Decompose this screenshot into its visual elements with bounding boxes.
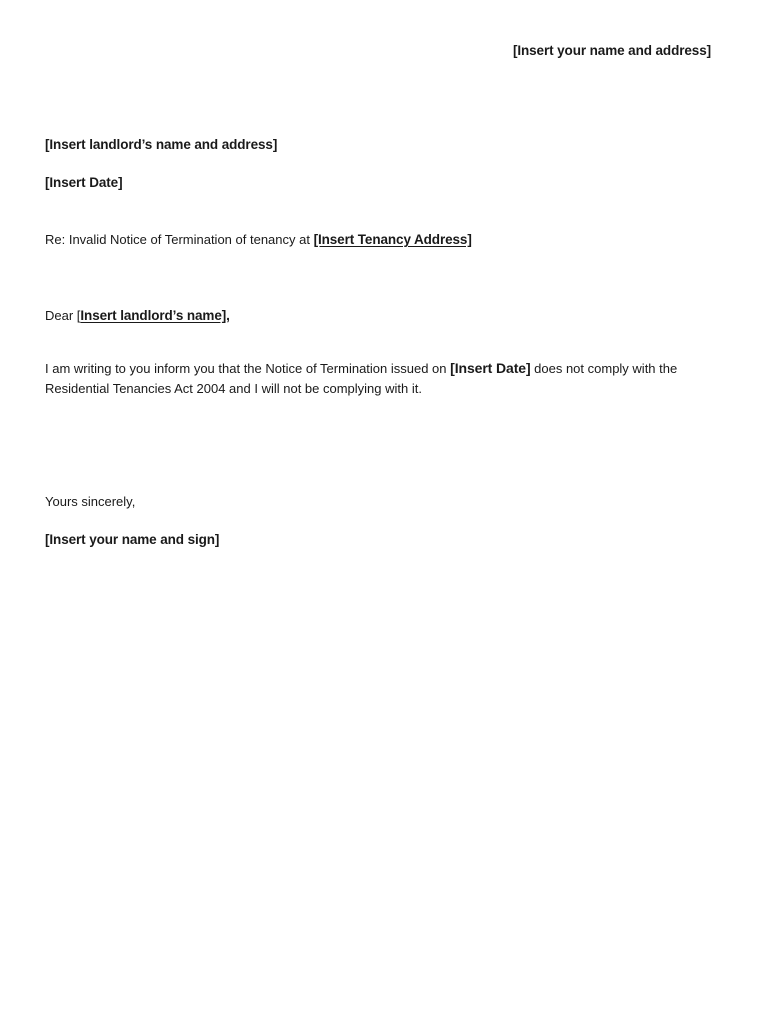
body-text-before: I am writing to you inform you that the Notice of Termination issued on bbox=[45, 361, 451, 376]
tenancy-address-placeholder: [Insert Tenancy Address] bbox=[313, 232, 472, 247]
signature-placeholder: [Insert your name and sign] bbox=[45, 532, 220, 547]
letter-date: [Insert Date] bbox=[45, 175, 123, 190]
landlord-name-address: [Insert landlord’s name and address] bbox=[45, 137, 278, 152]
body-text-after: does not comply with the Residential Tenancies Act 2004 and I will not be complying with it. bbox=[45, 361, 678, 396]
notice-date-placeholder: [Insert Date] bbox=[450, 360, 531, 376]
salutation-prefix: Dear [ bbox=[45, 308, 81, 323]
closing: Yours sincerely, bbox=[45, 494, 136, 509]
subject-line bbox=[45, 230, 472, 250]
body-paragraph bbox=[45, 358, 715, 399]
landlord-name-placeholder: Insert landlord’s name] bbox=[80, 308, 227, 323]
salutation bbox=[45, 306, 230, 326]
subject-prefix: Re: Invalid Notice of Termination of tenancy at bbox=[45, 232, 314, 247]
salutation-comma: , bbox=[226, 308, 230, 323]
sender-name-address: [Insert your name and address] bbox=[512, 43, 711, 58]
